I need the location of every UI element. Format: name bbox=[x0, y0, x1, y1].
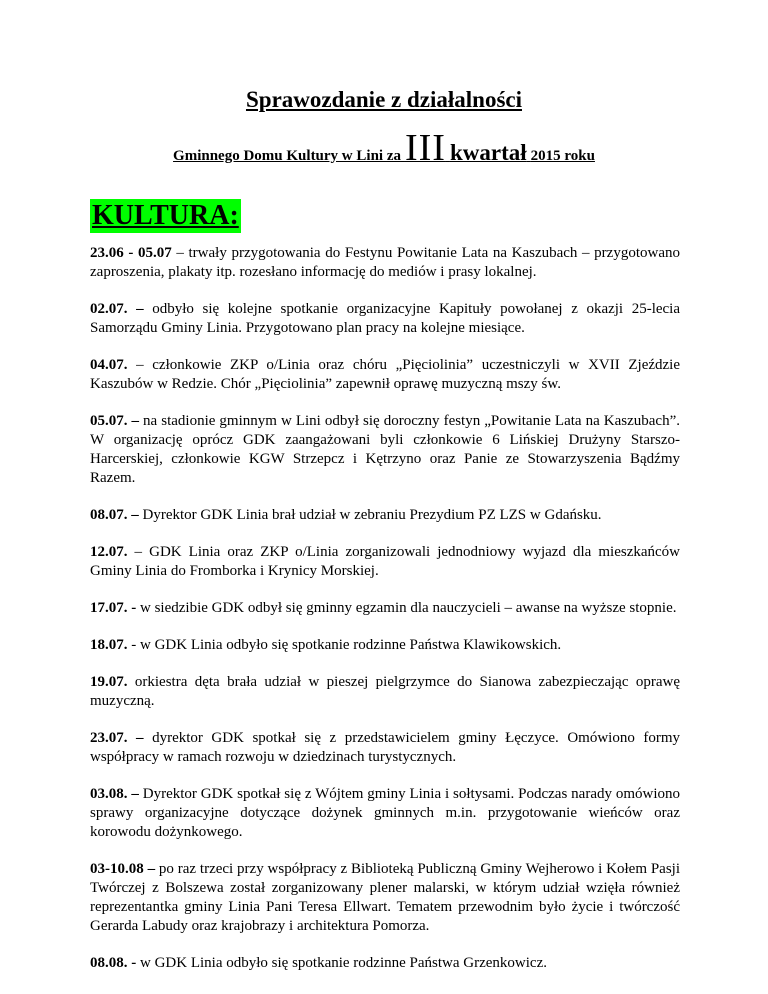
list-item bbox=[90, 599, 680, 618]
list-item bbox=[90, 729, 680, 767]
entry-date: 08.07. – bbox=[90, 507, 139, 523]
entry-date: 05.07. – bbox=[90, 413, 140, 429]
section-heading-kultura: KULTURA: bbox=[92, 200, 239, 231]
entry-date: 02.07. – bbox=[90, 301, 144, 317]
entry-text: Dyrektor GDK Linia brał udział w zebraniu Prezydium PZ LZS w Gdańsku. bbox=[138, 507, 602, 523]
entry-date: 03.08. – bbox=[90, 786, 139, 802]
entry-text: – trwały przygotowania do Festynu Powitanie Lata na Kaszubach – przygotowano zaproszenia, plakaty itp. rozesłano informację do mediów i prasy lokalnej. bbox=[90, 245, 680, 280]
list-item bbox=[90, 244, 680, 282]
entry-text: - w GDK Linia odbyło się spotkanie rodzinne Państwa Klawikowskich. bbox=[127, 637, 562, 653]
entry-text: po raz trzeci przy współpracy z Biblioteką Publiczną Gminy Wejherowo i Kołem Pasji Twórczej z Bolszewa został zorganizowany plener malarski, w którym udział wzięła również reprezentantka gminy Linia Pani Teresa Ellwart. Tematem przewodnim było życie i twórczość Gerarda Labudy oraz krajobrazy i architektura Pomorza. bbox=[90, 861, 681, 934]
subtitle-year: 2015 roku bbox=[530, 148, 595, 164]
list-item bbox=[90, 954, 680, 973]
list-item bbox=[90, 673, 680, 711]
entry-date: 19.07. bbox=[90, 674, 128, 690]
list-item bbox=[90, 356, 680, 394]
subtitle-kwartal: kwartał bbox=[449, 140, 527, 165]
subtitle-quarter: III bbox=[404, 127, 446, 169]
list-item bbox=[90, 300, 680, 338]
entry-text: orkiestra dęta brała udział w pieszej pielgrzymce do Sianowa zabezpieczając oprawę muzyczną. bbox=[90, 674, 680, 709]
entry-date: 17.07. - bbox=[90, 600, 137, 616]
entry-text: Dyrektor GDK spotkał się z Wójtem gminy Linia i sołtysami. Podczas narady omówiono sprawy organizacyjne dotyczące dożynek gminnych m.in. przygotowanie wieńców oraz korowodu dożynkowego. bbox=[90, 786, 681, 840]
entry-date: 23.07. – bbox=[90, 730, 144, 746]
entry-text: – GDK Linia oraz ZKP o/Linia zorganizowali jednodniowy wyjazd dla mieszkańców Gminy Linia do Fromborka i Krynicy Morskiej. bbox=[90, 544, 680, 579]
entry-text: dyrektor GDK spotkał się z przedstawicielem gminy Łęczyce. Omówiono formy współpracy w ramach rozwoju w dziedzinach turystycznych. bbox=[90, 730, 681, 765]
entry-text: w GDK Linia odbyło się spotkanie rodzinne Państwa Grzenkowicz. bbox=[136, 955, 547, 971]
entry-date: 08.08. - bbox=[90, 955, 137, 971]
entry-text: odbyło się kolejne spotkanie organizacyjne Kapituły powołanej z okazji 25-lecia Samorządu Gminy Linia. Przygotowano plan pracy na kolejne miesiące. bbox=[90, 301, 681, 336]
report-title: Sprawozdanie z działalności bbox=[245, 87, 522, 112]
entry-date: 23.06 - 05.07 bbox=[90, 245, 172, 261]
entry-date: 12.07. bbox=[90, 544, 128, 560]
entry-text: na stadionie gminnym w Lini odbył się doroczny festyn „Powitanie Lata na Kaszubach”. W organizację oprócz GDK zaangażowani byli członkowie 6 Lińskiej Drużyny Starszo-Harcerskiej, członkowie KGW Strzepcz i Kętrzyno oraz Panie ze Stowarzyszenia Bądźmy Razem. bbox=[90, 413, 680, 486]
subtitle-institution: Gminnego Domu Kultury w Lini za bbox=[173, 148, 401, 164]
list-item bbox=[90, 543, 680, 581]
entry-date: 04.07. bbox=[90, 357, 128, 373]
report-subtitle bbox=[0, 128, 768, 176]
entry-date: 18.07. bbox=[90, 637, 128, 653]
list-item bbox=[90, 785, 680, 842]
entry-text: w siedzibie GDK odbył się gminny egzamin dla nauczycieli – awanse na wyższe stopnie. bbox=[136, 600, 677, 616]
entry-text: – członkowie ZKP o/Linia oraz chóru „Pięciolinia” uczestniczyli w XVII Zjeździe Kaszubów w Redzie. Chór „Pięciolinia” zapewnił oprawę muzyczną mszy św. bbox=[90, 357, 680, 392]
list-item bbox=[90, 860, 680, 936]
list-item bbox=[90, 506, 680, 525]
entry-date: 03-10.08 – bbox=[90, 861, 156, 877]
list-item bbox=[90, 636, 680, 655]
list-item bbox=[90, 412, 680, 488]
entries-list bbox=[90, 244, 680, 991]
